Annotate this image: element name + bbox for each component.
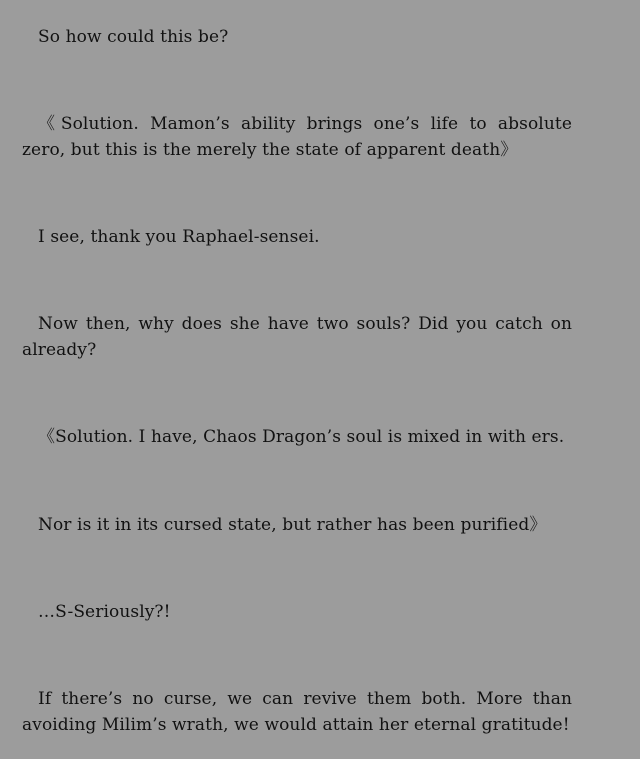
paragraph-6: Nor is it in its cursed state, but rather has been purified》 <box>38 515 547 535</box>
paragraph-2: 《Solution. Mamon’s ability brings one’s life to absolute zero, but this is the merely the state of apparent death》 <box>22 114 572 160</box>
paragraph-8: If there’s no curse, we can revive them both. More than avoiding Milim’s wrath, we would attain her eternal gratitude! <box>22 689 572 735</box>
paragraph-7: …S-Seriously?! <box>38 602 171 622</box>
paragraph-5: 《Solution. I have, Chaos Dragon’s soul is mixed in with ers. <box>38 427 565 447</box>
paragraph-1: So how could this be? <box>38 27 229 47</box>
paragraph-3: I see, thank you Raphael-sensei. <box>38 227 320 247</box>
paragraph-4: Now then, why does she have two souls? Did you catch on already? <box>22 314 572 360</box>
